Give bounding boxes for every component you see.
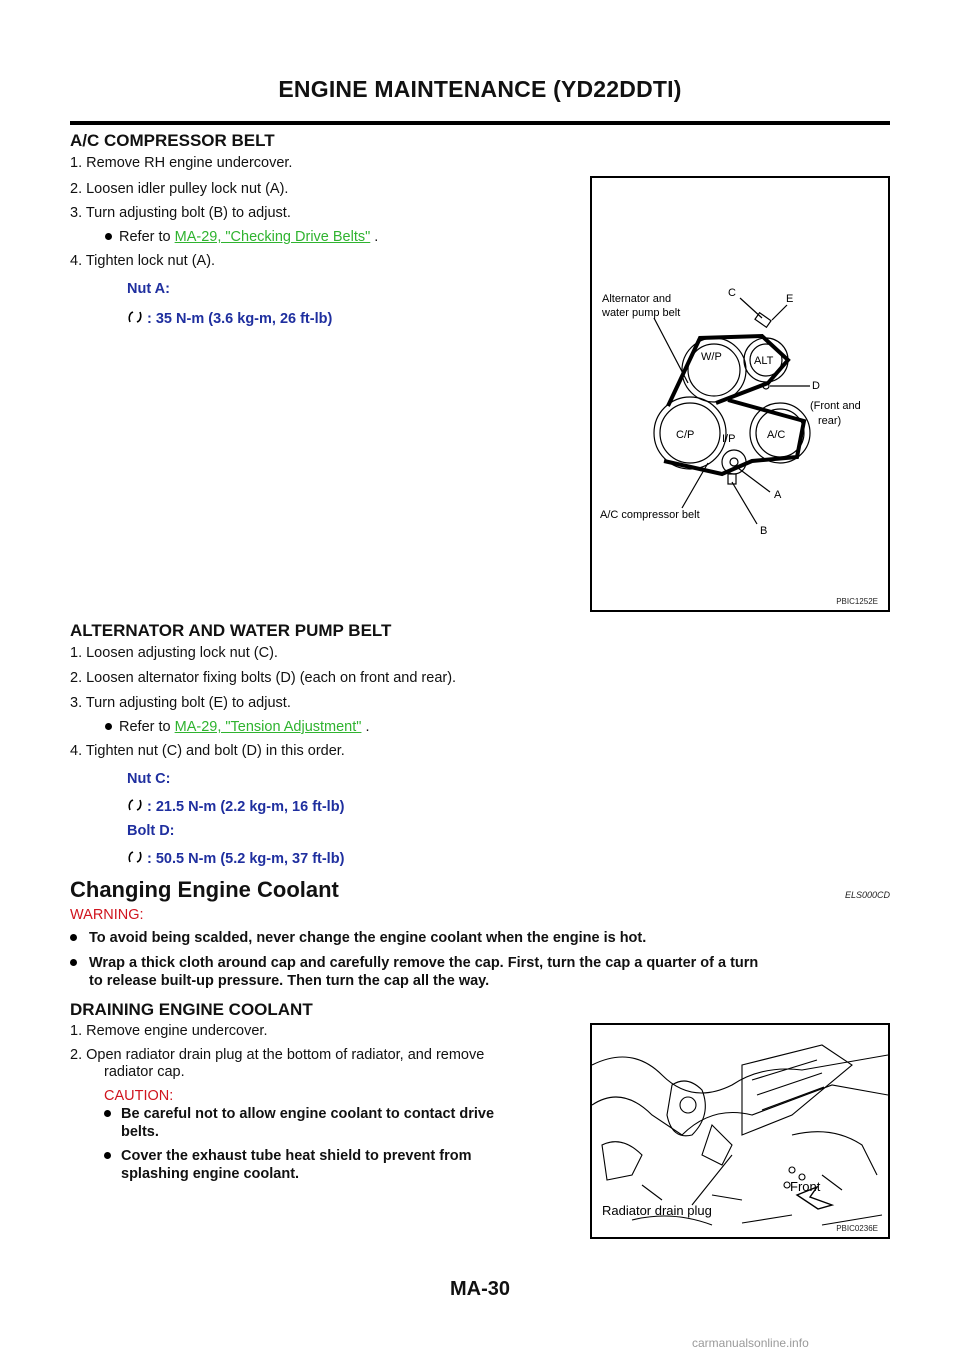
figure-drive-belt-layout [590, 176, 890, 612]
spec-nut-c-label: Nut C: [127, 771, 171, 787]
watermark: carmanualsonline.info [692, 1336, 809, 1350]
figure1-code: PBIC1252E [836, 597, 878, 606]
torque-wrench-icon [127, 309, 143, 325]
ac-step-1: 1. Remove RH engine undercover. [70, 155, 293, 171]
drain-step-2: 2. Open radiator drain plug at the bottom of radiator, and remove [70, 1047, 485, 1063]
alt-step-2: 2. Loosen alternator fixing bolts (D) (each on front and rear). [70, 670, 457, 686]
page-header-title: ENGINE MAINTENANCE (YD22DDTI) [278, 76, 682, 102]
spec-nut-a-row [127, 311, 332, 327]
spec-bolt-d-value: : 50.5 N-m (5.2 kg-m, 37 ft-lb) [147, 851, 345, 867]
torque-wrench-icon [127, 797, 143, 813]
refer-prefix: Refer to [119, 229, 171, 245]
label-wp: W/P [701, 351, 722, 363]
alt-step-1: 1. Loosen adjusting lock nut (C). [70, 645, 278, 661]
label-d: D [812, 380, 820, 392]
spec-bolt-d-label: Bolt D: [127, 823, 175, 839]
caution-1-cont: belts. [121, 1124, 159, 1140]
label-alt-belt-1: Alternator and [602, 293, 672, 305]
label-ac-belt: A/C compressor belt [600, 509, 700, 521]
label-ip: I/P [722, 433, 736, 445]
label-b: B [760, 525, 768, 537]
label-front: Front [790, 1179, 821, 1194]
alt-belt-heading: ALTERNATOR AND WATER PUMP BELT [70, 621, 392, 640]
caution-1-text: Be careful not to allow engine coolant to contact drive [121, 1106, 495, 1122]
spec-nut-c-row [127, 799, 344, 815]
page-number: MA-30 [449, 1278, 510, 1300]
caution-1 [104, 1106, 494, 1122]
ac-step-4: 4. Tighten lock nut (A). [70, 253, 216, 269]
label-a: A [774, 489, 782, 501]
bullet-icon [70, 959, 77, 966]
warning-2 [70, 955, 758, 971]
figure-radiator-drain-plug [590, 1023, 890, 1239]
drive-belt-diagram [592, 178, 888, 610]
warning-1-text: To avoid being scalded, never change the engine coolant when the engine is hot. [89, 930, 647, 946]
figure2-code: PBIC0236E [836, 1224, 878, 1233]
ac-refer-bullet [105, 229, 378, 245]
spec-nut-c-value: : 21.5 N-m (2.2 kg-m, 16 ft-lb) [147, 799, 345, 815]
ac-belt-heading: A/C COMPRESSOR BELT [70, 131, 275, 150]
ac-step-3: 3. Turn adjusting bolt (B) to adjust. [70, 205, 291, 221]
ac-step-2: 2. Loosen idler pulley lock nut (A). [70, 181, 289, 197]
refer-suffix: . [365, 719, 370, 735]
caution-2-text: Cover the exhaust tube heat shield to prevent from [121, 1148, 472, 1164]
bullet-icon [70, 934, 77, 941]
caution-label: CAUTION: [104, 1088, 174, 1104]
draining-heading: DRAINING ENGINE COOLANT [70, 1000, 313, 1019]
coolant-ref-code: ELS000CD [844, 890, 890, 900]
coolant-heading: Changing Engine Coolant [70, 877, 339, 902]
link-checking-drive-belts[interactable]: MA-29, "Checking Drive Belts" [174, 229, 371, 245]
alt-refer-bullet [105, 719, 370, 735]
radiator-drain-diagram [592, 1025, 888, 1237]
link-tension-adjustment[interactable]: MA-29, "Tension Adjustment" [174, 719, 362, 735]
warning-2-text: Wrap a thick cloth around cap and carefully remove the cap. First, turn the cap a quarter of a turn [89, 955, 759, 971]
label-cp: C/P [676, 429, 695, 441]
header-rule [70, 121, 890, 125]
caution-2-cont: splashing engine coolant. [121, 1166, 300, 1182]
label-ac: A/C [767, 429, 786, 441]
bullet-icon [105, 233, 112, 240]
label-d-front: (Front and [810, 400, 861, 412]
bullet-icon [104, 1110, 111, 1117]
label-d-rear: rear) [818, 415, 842, 427]
refer-prefix: Refer to [119, 719, 171, 735]
label-e: E [786, 293, 794, 305]
label-radiator-drain-plug: Radiator drain plug [602, 1203, 712, 1218]
spec-nut-a-value: : 35 N-m (3.6 kg-m, 26 ft-lb) [147, 311, 333, 327]
drain-step-1: 1. Remove engine undercover. [70, 1023, 268, 1039]
bullet-icon [104, 1152, 111, 1159]
warning-label: WARNING: [70, 907, 144, 923]
warning-2-cont: to release built-up pressure. Then turn the cap all the way. [89, 973, 490, 989]
torque-wrench-icon [127, 849, 143, 865]
caution-2 [104, 1148, 472, 1164]
warning-1 [70, 930, 646, 946]
label-alt: ALT [754, 355, 774, 367]
spec-nut-a-label: Nut A: [127, 281, 170, 297]
label-alt-belt-2: water pump belt [602, 307, 681, 319]
label-c: C [728, 287, 736, 299]
drain-step-2-cont: radiator cap. [104, 1064, 185, 1080]
alt-step-3: 3. Turn adjusting bolt (E) to adjust. [70, 695, 291, 711]
alt-step-4: 4. Tighten nut (C) and bolt (D) in this order. [70, 743, 345, 759]
spec-bolt-d-row [127, 851, 344, 867]
refer-suffix: . [374, 229, 379, 245]
bullet-icon [105, 723, 112, 730]
